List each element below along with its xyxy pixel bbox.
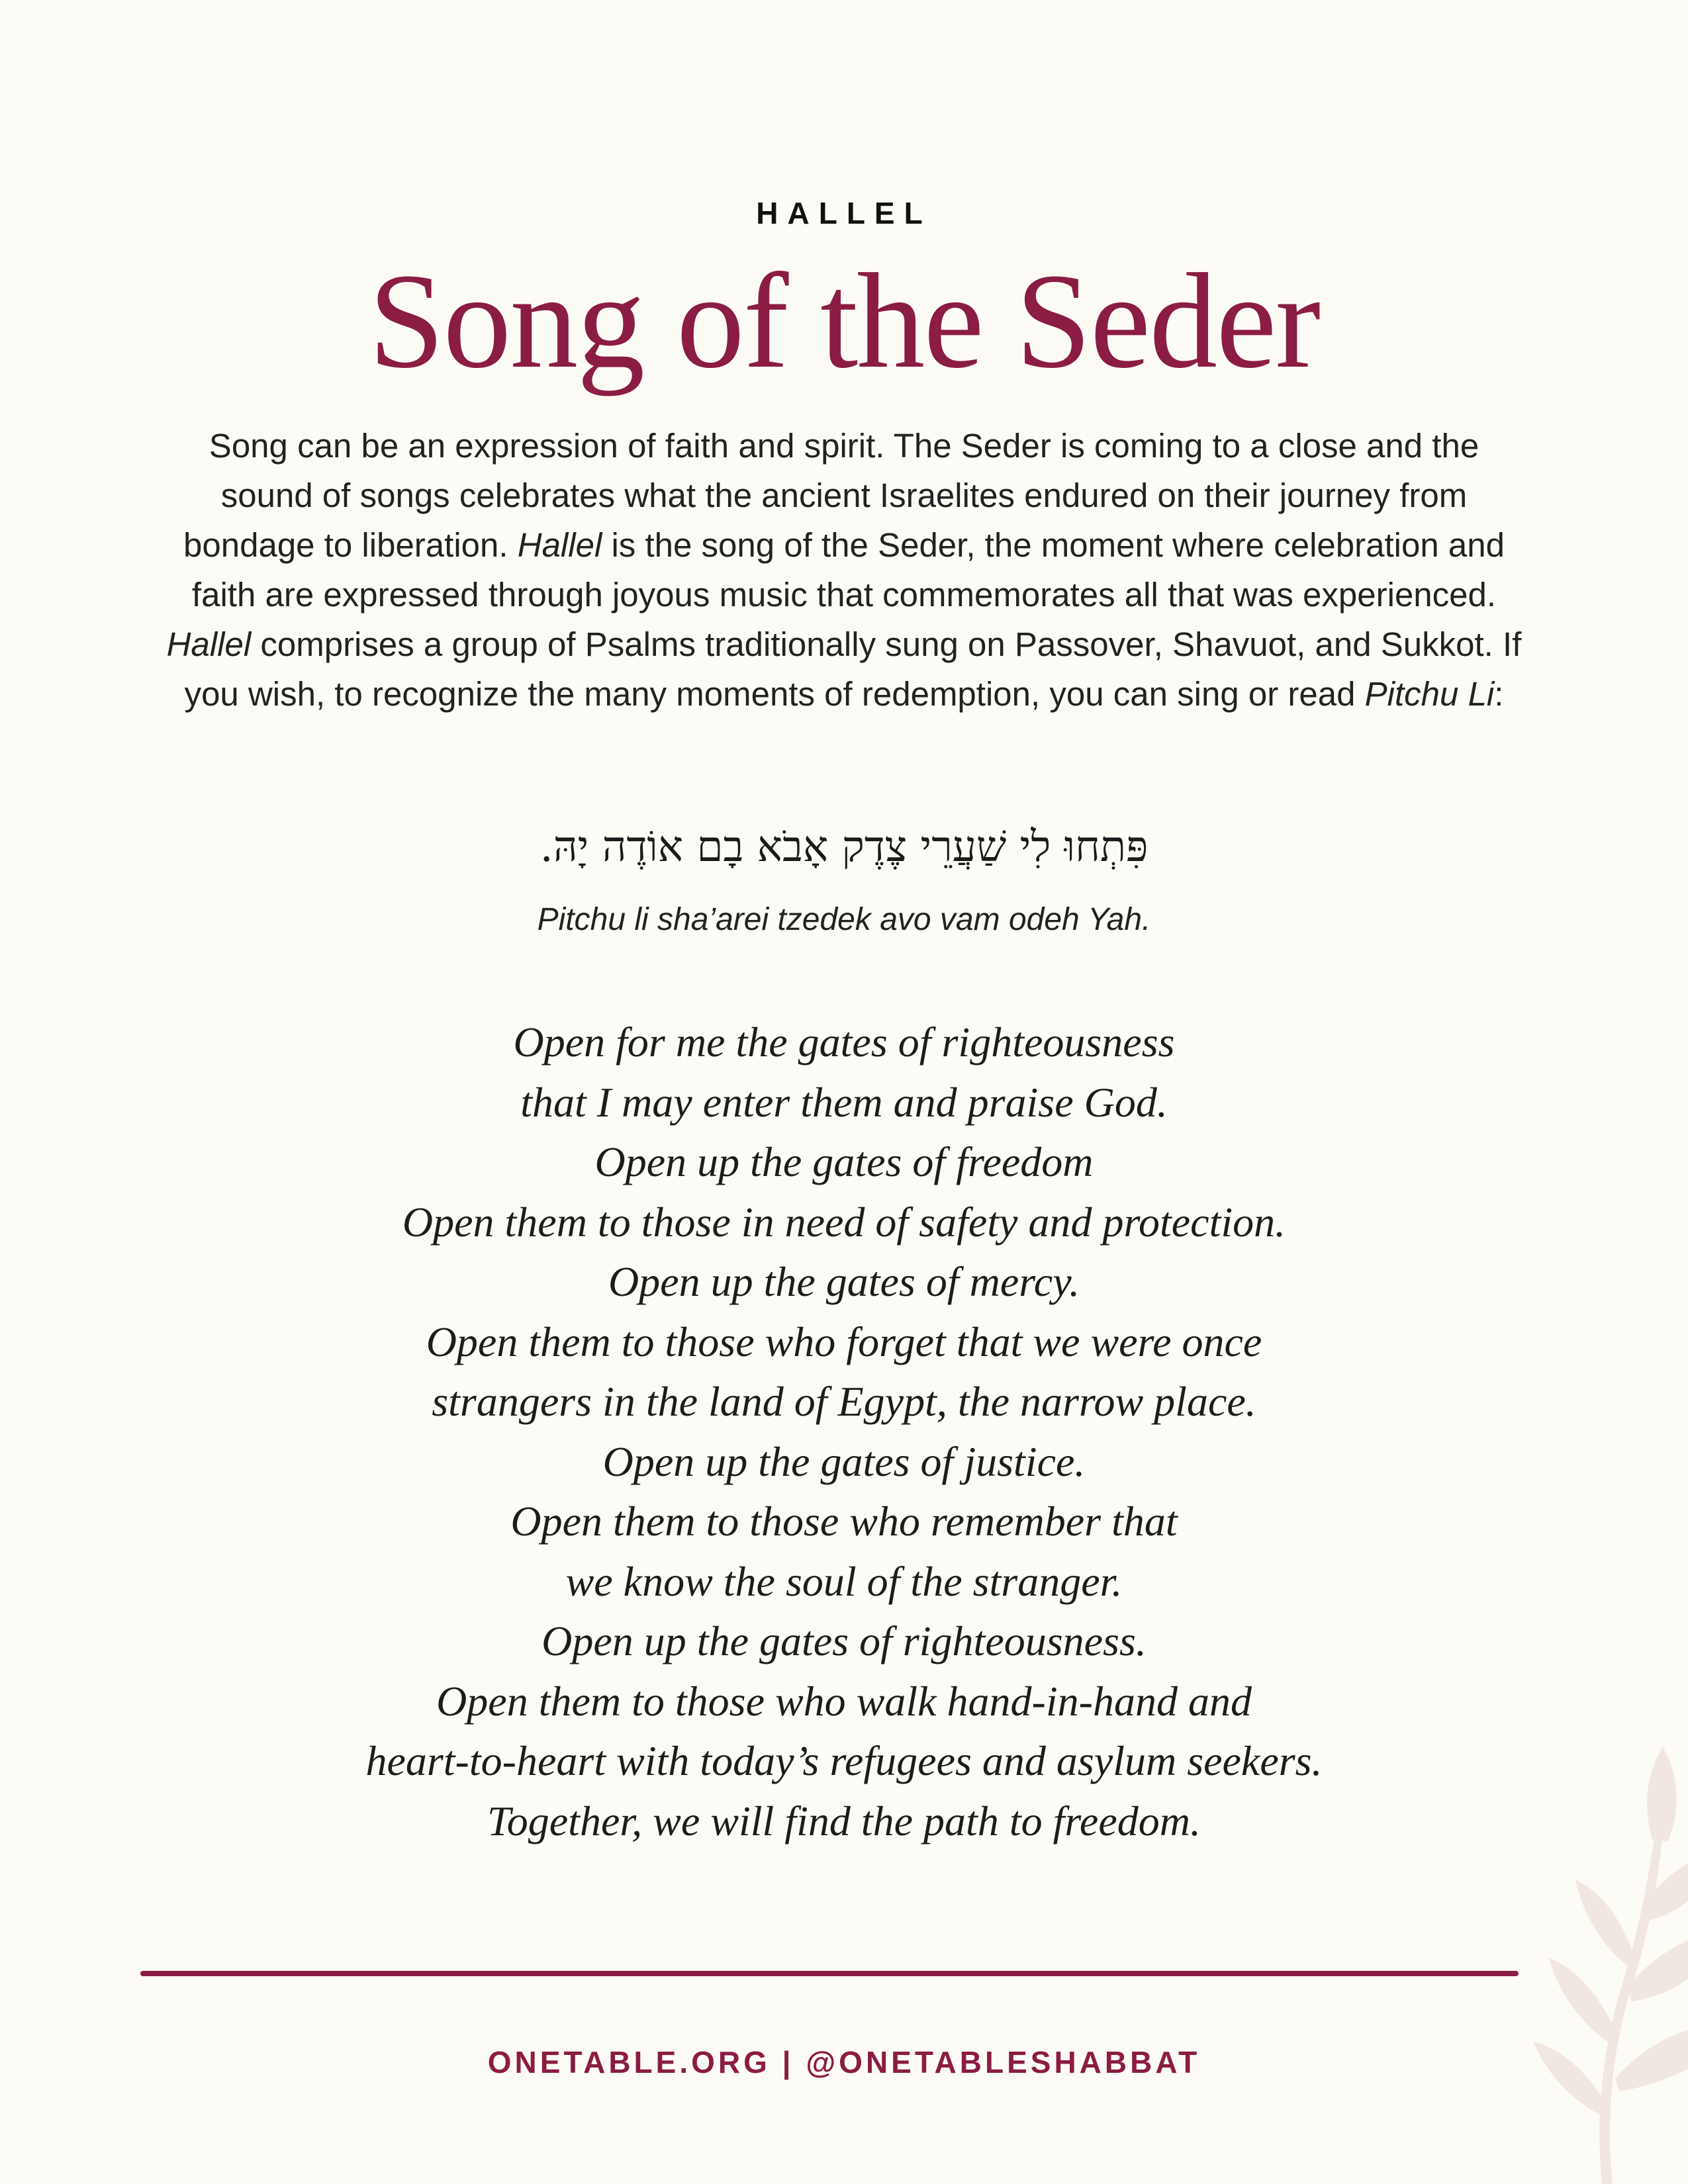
footer-divider bbox=[140, 1971, 1519, 1976]
intro-paragraph bbox=[159, 421, 1529, 719]
poem-line: we know the soul of the stranger. bbox=[565, 1557, 1123, 1605]
poem-line: Open up the gates of justice. bbox=[602, 1437, 1086, 1485]
poem-line: heart-to-heart with today’s refugees and asylum seekers. bbox=[365, 1737, 1323, 1784]
poem-line: Open them to those who forget that we were once bbox=[426, 1318, 1262, 1365]
poem-line: Open them to those who remember that bbox=[510, 1498, 1178, 1545]
poem-line: Open them to those in need of safety and protection. bbox=[402, 1198, 1286, 1246]
intro-italic-term: Pitchu Li bbox=[1364, 675, 1495, 713]
poem-line: Together, we will find the path to freedom. bbox=[487, 1797, 1201, 1844]
intro-text: Song can be an expression of faith and spirit. The Seder is coming to a close and the sound of songs celebrates what the ancient Israelites endured on their journey from bondage to liberation. bbox=[183, 427, 1479, 564]
section-eyebrow: HALLEL bbox=[756, 196, 932, 230]
hebrew-verse: פִּתְחוּ לִי שַׁעֲרֵי צֶדֶק אָבֹא בָם אוֹדֶה יָהּ. bbox=[539, 823, 1149, 872]
poem-line: Open up the gates of freedom bbox=[594, 1138, 1094, 1185]
intro-italic-term: Hallel bbox=[166, 625, 252, 663]
verse-transliteration: Pitchu li sha’arei tzedek avo vam odeh Yah. bbox=[537, 902, 1151, 937]
poem-line: Open for me the gates of righteousness bbox=[513, 1019, 1175, 1066]
poem-line: Open them to those who walk hand-in-hand and bbox=[436, 1677, 1252, 1725]
poem bbox=[132, 1013, 1556, 1851]
intro-italic-term: Hallel bbox=[517, 526, 602, 564]
intro-text: : bbox=[1494, 675, 1504, 713]
poem-line: Open up the gates of mercy. bbox=[608, 1258, 1080, 1305]
intro-text: is the song of the Seder, the moment where celebration and faith are expressed through joyous music that commemorates all that was experienced. bbox=[191, 526, 1505, 614]
page-title: Song of the Seder bbox=[368, 245, 1320, 396]
poem-line: that I may enter them and praise God. bbox=[520, 1078, 1168, 1126]
intro-text: comprises a group of Psalms traditionally sung on Passover, Shavuot, and Sukkot. If you wish, to recognize the many moments of redemption, you can sing or read bbox=[184, 625, 1522, 713]
poem-line: strangers in the land of Egypt, the narrow place. bbox=[432, 1378, 1256, 1425]
footer-links: ONETABLE.ORG | @ONETABLESHABBAT bbox=[487, 2045, 1201, 2079]
poem-line: Open up the gates of righteousness. bbox=[541, 1617, 1147, 1664]
